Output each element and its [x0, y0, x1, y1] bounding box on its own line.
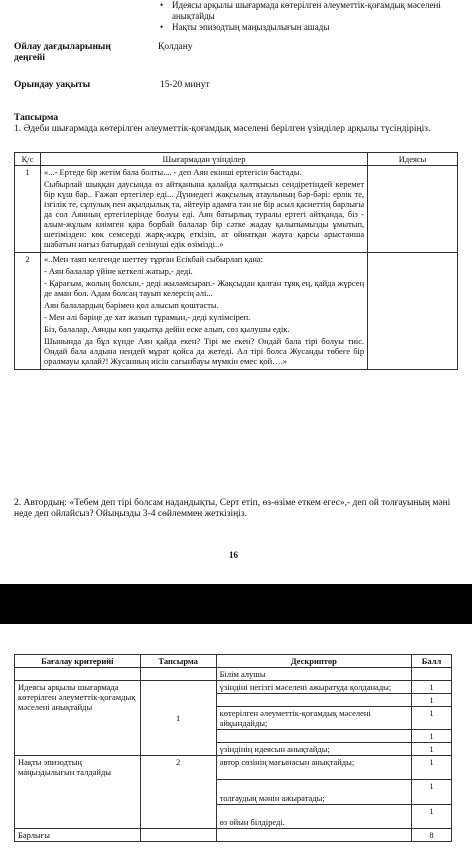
descriptor-cell: толғаудың мәнін ажыратады; — [216, 780, 411, 804]
page-number: 16 — [229, 550, 238, 560]
excerpt-cell — [40, 166, 367, 253]
excerpt-paragraph: Сыбырлай шыққан даусында өз айтқанына қалайда қалтқысыз сендіретіндей керемет бір күш бар.. Ғажап ертегілер еді... Дүниедегі жақсылық атаулының бәр-бәрі: ерлік те, ізгілік те, сұлулық пен ақылдылық та, әйтеуір адамға тән не бір асыл қасиеттің барлығы да сол Аянның ертегілерінде болуы еді. Аян батырлық туралы ертегі айтқанда, біз - алым-жұлым киімген қара борбай балалар бір сәтке жадау қалыпымызды ұмытып, шетімізден: көк семсерді жарқ-жұрқ еткізіп, ат ойнатқан жауға қарсы арыстанша шабатын нағыз батырдай сезінуші едік өзіміздi..» — [43, 179, 365, 249]
criterion-cell: Нақты эпизодтың маңыздылығын талдайды — [15, 756, 141, 829]
task-heading: Тапсырма — [14, 113, 59, 123]
table-header-row — [15, 153, 458, 166]
excerpt-paragraph: - Мен әлі бәріңе де хат жазып тұрамын,- деді күлімсіреп. — [43, 312, 251, 322]
score-cell: 1 — [412, 804, 452, 828]
excerpt-paragraph: Біз, балалар, Аянды көп уақытқа дейін еске алып, сөз қылушы едік. — [43, 324, 290, 334]
score-cell: 1 — [412, 730, 452, 743]
descriptor-subheader: Білім алушы — [216, 668, 411, 681]
col-header: Дескриптор — [216, 655, 411, 668]
descriptor-cell: өз ойын білдіреді. — [216, 804, 411, 828]
excerpt-paragraph: «..Мен таяп келгенде шеттеу тұрған Есікбай сыбырлап қана: — [43, 254, 264, 264]
time-label: Орындау уақыты — [14, 80, 91, 90]
excerpt-paragraph: Аян балалардың бәрімен қол алысып қоштасты. — [43, 300, 219, 310]
descriptor-cell: үзіндінің идеясын анықтайды; — [216, 743, 411, 756]
task-number-cell: 1 — [140, 681, 216, 756]
excerpt-paragraph: «...- Ертеде бір жетім бала болты.... - деп Аян екінші ертегісін бастады. — [43, 167, 302, 177]
thinking-level-label: Ойлау дағдыларының деңгейі — [14, 42, 111, 63]
col-header: Бағалау критерийі — [15, 655, 141, 668]
table-row — [15, 253, 458, 370]
col-header: Қ/с — [15, 153, 41, 166]
col-header: Шығармадан үзінділер — [40, 153, 367, 166]
score-cell: 1 — [412, 707, 452, 730]
excerpts-table — [14, 152, 458, 370]
col-header: Идеясы — [368, 153, 458, 166]
criterion-cell: Идеясы арқылы шығармада көтерілген әлеуметтік-қоғамдық мәселені анықтайды — [15, 681, 141, 756]
score-cell: 1 — [412, 681, 452, 694]
objective-item: • Идеясы арқылы шығармада көтерілген әлеуметтік-қоғамдық мәселені анықтайды — [160, 0, 441, 21]
table-header-row — [15, 655, 452, 668]
score-cell: 1 — [412, 694, 452, 707]
descriptor-cell: автор сөзінің мағынасын анықтайды; — [216, 756, 411, 780]
objectives-list — [160, 0, 460, 33]
score-cell: 1 — [412, 780, 452, 804]
table-row — [15, 166, 458, 253]
bullet-icon: • — [160, 22, 164, 32]
descriptor-cell: үзіндіні негізгі мәселені ажыратуда қолданады; — [216, 681, 411, 694]
table-row — [15, 668, 452, 681]
total-label: Барлығы — [15, 829, 141, 842]
thinking-level-value: Қолдану — [158, 42, 193, 52]
question-2: 2. Автордың: «Тебем деп тірі болсам надандықты, Серт етіп, өз-өзіме еткем егес»,- деп ой толғауының мәні неде деп ойлайсыз? Ойыңызды 3-4 сөйлеммен жеткізіңіз. — [14, 498, 451, 519]
assessment-table — [14, 654, 452, 842]
task-text: 1. Әдеби шығармада көтерілген әлеуметтік-қоғамдық мәселені берілген үзінділер арқылы түсіндіріңіз. — [14, 124, 431, 134]
row-number: 1 — [15, 166, 41, 253]
table-row — [15, 756, 452, 780]
worksheet-page-2 — [0, 624, 472, 864]
score-cell: 1 — [412, 743, 452, 756]
total-value: 8 — [412, 829, 452, 842]
table-row — [15, 829, 452, 842]
score-cell: 1 — [412, 756, 452, 780]
time-value: 15-20 минут — [160, 80, 210, 90]
table-row — [15, 681, 452, 694]
task-block — [14, 113, 459, 135]
col-header: Балл — [412, 655, 452, 668]
bullet-icon: • — [160, 0, 164, 10]
excerpt-paragraph: Шынында да бұл күнде Аян қайда екен? Тірі ме екен? Ондай бала тірі болуы тиіс. Ондай бала алдына нендей мұрат қойса да жетеді. Ал тірі болса Жусанды төбеге бір оралмауы қалай?! Жусанның иісін сағынбауы мүмкін емес қой….» — [43, 336, 365, 366]
descriptor-cell: көтерілген әлеуметтік-қоғамдық мәселені айқындайды; — [216, 707, 411, 730]
col-header: Тапсырма — [140, 655, 216, 668]
excerpt-paragraph: - Аян балалар үйіне кеткелі жатыр,- деді. — [43, 266, 193, 276]
row-number: 2 — [15, 253, 41, 370]
excerpt-paragraph: - Қарағым, жолың болсын,- деді жыламсырап.- Жақсыдан қалған тұяқ ең, қайда жүрсең де аман бол. Адам болсаң тауып келерсің әлі... — [43, 278, 365, 298]
excerpt-cell — [40, 253, 367, 370]
task-number-cell: 2 — [140, 756, 216, 829]
idea-answer-cell[interactable] — [368, 253, 458, 370]
objective-item: • Нақты эпизодтың маңыздылығын ашады — [160, 22, 330, 32]
idea-answer-cell[interactable] — [368, 166, 458, 253]
